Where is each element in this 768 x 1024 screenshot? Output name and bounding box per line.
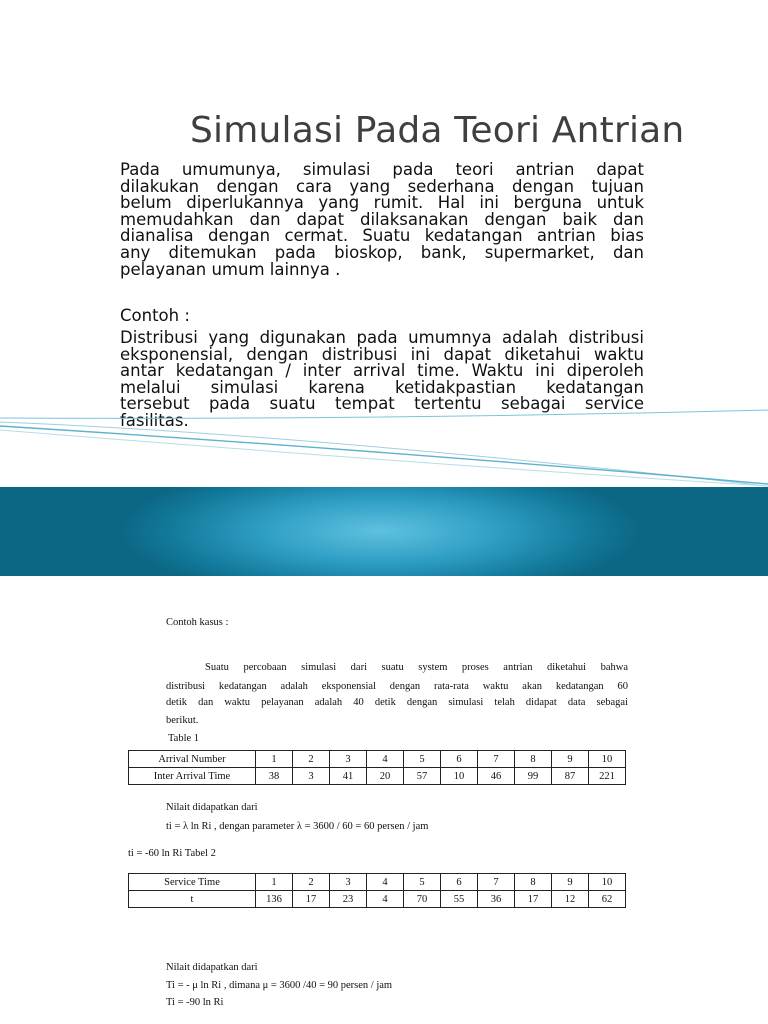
case-line: Suatu percobaan simulasi dari suatu system proses antrian diketahui bahwa xyxy=(205,662,628,673)
table-row-header: Service Time xyxy=(129,874,256,891)
table-cell: 38 xyxy=(256,768,293,785)
paragraph-line: Pada umumunya, simulasi pada teori antrian dapat xyxy=(120,160,644,179)
table-cell: 7 xyxy=(478,874,515,891)
table-cell: 2 xyxy=(293,874,330,891)
table-cell: 4 xyxy=(367,891,404,908)
table-cell: 221 xyxy=(589,768,626,785)
paragraph-line: dilakukan dengan cara yang sederhana dengan tujuan xyxy=(120,176,644,196)
intro-paragraph xyxy=(120,162,644,278)
table-cell: 6 xyxy=(441,874,478,891)
table-cell: 12 xyxy=(552,891,589,908)
slide-title: Simulasi Pada Teori Antrian xyxy=(190,110,685,151)
table-cell: 5 xyxy=(404,874,441,891)
table-cell: 10 xyxy=(441,768,478,785)
formula-line: Ti = -90 ln Ri xyxy=(166,997,224,1008)
nilai-label: Nilait didapatkan dari xyxy=(166,802,258,813)
nilai-label: Nilait didapatkan dari xyxy=(166,962,258,973)
table-cell: 8 xyxy=(515,874,552,891)
table-cell: 1 xyxy=(256,751,293,768)
table-cell: 62 xyxy=(589,891,626,908)
paragraph-line: memudahkan dan dapat dilaksanakan dengan baik dan xyxy=(120,209,644,229)
table-cell: 55 xyxy=(441,891,478,908)
case-label: Contoh kasus : xyxy=(166,617,229,628)
table-cell: 46 xyxy=(478,768,515,785)
case-line: distribusi kedatangan adalah eksponensial dengan rata-rata waktu akan kedatangan 60 xyxy=(166,681,628,692)
table-cell: 87 xyxy=(552,768,589,785)
table-cell: 4 xyxy=(367,874,404,891)
table-cell: 3 xyxy=(330,751,367,768)
paragraph-line: any ditemukan pada bioskop, bank, supermarket, dan xyxy=(120,242,644,262)
table-cell: 20 xyxy=(367,768,404,785)
table-cell: 9 xyxy=(552,874,589,891)
table-cell: 17 xyxy=(515,891,552,908)
arrival-table xyxy=(128,750,626,785)
table-cell: 3 xyxy=(330,874,367,891)
table-cell: 23 xyxy=(330,891,367,908)
paragraph-line: antar kedatangan / inter arrival time. Waktu ini diperoleh xyxy=(120,361,644,381)
document-page xyxy=(0,576,768,1024)
table-cell: 70 xyxy=(404,891,441,908)
table-cell: 6 xyxy=(441,751,478,768)
table-cell: 136 xyxy=(256,891,293,908)
table-row-header: Inter Arrival Time xyxy=(129,768,256,785)
table-cell: 41 xyxy=(330,768,367,785)
case-line: detik dan waktu pelayanan adalah 40 detik dengan simulasi telah didapat data sebagai xyxy=(166,697,628,708)
table-row xyxy=(129,751,626,768)
table-row xyxy=(129,891,626,908)
table-cell: 5 xyxy=(404,751,441,768)
paragraph-line: fasilitas. xyxy=(120,410,189,430)
table-cell: 2 xyxy=(293,751,330,768)
paragraph-line: Distribusi yang digunakan pada umumnya adalah distribusi xyxy=(120,328,644,347)
table-cell: 99 xyxy=(515,768,552,785)
service-table xyxy=(128,873,626,908)
paragraph-line: eksponensial, dengan distribusi ini dapat diketahui waktu xyxy=(120,344,644,364)
paragraph-line: dianalisa dengan cermat. Suatu kedatangan antrian bias xyxy=(120,226,644,246)
formula-line: Ti = - μ ln Ri , dimana μ = 3600 /40 = 90 persen / jam xyxy=(166,980,393,991)
table1-label: Table 1 xyxy=(168,733,200,744)
table-cell: 4 xyxy=(367,751,404,768)
formula-line: ti = -60 ln Ri Tabel 2 xyxy=(128,848,216,859)
table-cell: 17 xyxy=(293,891,330,908)
table-cell: 10 xyxy=(589,751,626,768)
table-row-header: t xyxy=(129,891,256,908)
teal-band xyxy=(0,487,768,576)
contoh-label: Contoh : xyxy=(120,306,190,325)
formula-line: ti = λ ln Ri , dengan parameter λ = 3600 / 60 = 60 persen / jam xyxy=(166,821,429,832)
table-cell: 9 xyxy=(552,751,589,768)
case-line: berikut. xyxy=(166,715,199,726)
table-cell: 36 xyxy=(478,891,515,908)
table-cell: 3 xyxy=(293,768,330,785)
table-cell: 7 xyxy=(478,751,515,768)
paragraph-line: pelayanan umum lainnya . xyxy=(120,259,341,279)
table-row xyxy=(129,768,626,785)
paragraph-line: tersebut pada suatu tempat tertentu sebagai service xyxy=(120,394,644,414)
paragraph-line: melalui simulasi karena ketidakpastian kedatangan xyxy=(120,377,644,397)
table-cell: 1 xyxy=(256,874,293,891)
paragraph-line: belum diperlukannya yang rumit. Hal ini berguna untuk xyxy=(120,193,644,213)
table-cell: 10 xyxy=(589,874,626,891)
table-cell: 8 xyxy=(515,751,552,768)
table-cell: 57 xyxy=(404,768,441,785)
table-row-header: Arrival Number xyxy=(129,751,256,768)
decorative-lines xyxy=(0,400,768,495)
table-row xyxy=(129,874,626,891)
